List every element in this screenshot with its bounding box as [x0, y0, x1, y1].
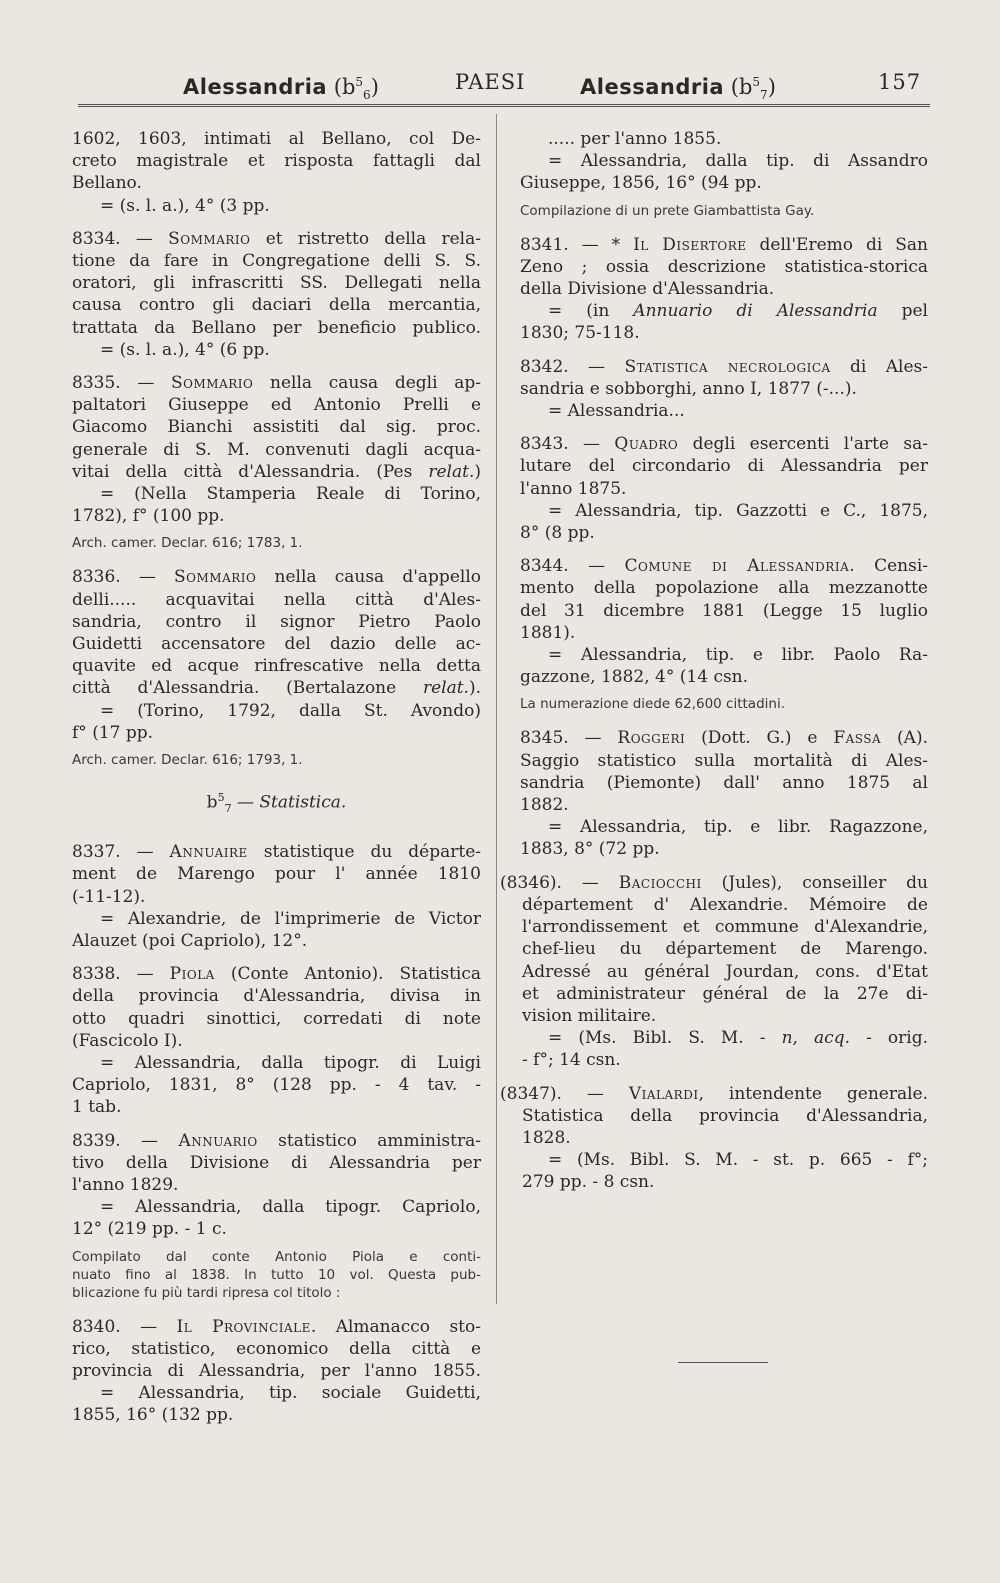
header-left-sub: 6 — [363, 88, 371, 103]
text-line: della provincia d'Alessandria, divisa in — [72, 986, 481, 1007]
entry-number: 8345. — — [520, 728, 618, 749]
text-line: département d' Alexandrie. Mémoire de — [522, 894, 928, 915]
header-right-place: Alessandria — [580, 75, 725, 99]
imprint-line: 279 pp. - 8 csn. — [522, 1172, 655, 1193]
relator-abbrev: relat. — [422, 678, 469, 699]
entry-8335 — [72, 372, 481, 527]
note-line: blicazione fu più tardi ripresa col titolo : — [72, 1284, 341, 1301]
imprint-line: 12° (219 pp. - 1 c. — [72, 1219, 227, 1240]
section-code: b — [206, 792, 218, 813]
entry-number: 8340. — — [72, 1316, 177, 1337]
entry-heading: Annuario — [178, 1130, 258, 1151]
entry-heading-2: Fassa — [833, 728, 882, 749]
section-sub: 7 — [224, 802, 232, 816]
header-center-section: PAESI — [455, 70, 526, 94]
census-note: La numerazione diede 62,600 cittadini. — [520, 696, 785, 713]
text-line: 1602, 1603, intimati al Bellano, col De- — [72, 129, 481, 149]
entry-number: 8343. — — [520, 434, 615, 455]
imprint-line: = Alexandrie, de l'imprimerie de Victor — [100, 908, 481, 929]
imprint-line: 1782), f° (100 pp. — [72, 506, 225, 527]
relator-abbrev: relat. — [428, 461, 475, 482]
header-left-place: Alessandria — [183, 75, 328, 99]
entry-8346 — [500, 872, 928, 1072]
entry-8344-note — [520, 695, 928, 713]
text-line: nella causa d'appello — [256, 567, 481, 588]
text-line: Saggio statistico sulla mortalità di Ales- — [520, 750, 928, 771]
entry-heading: Il Provinciale — [176, 1316, 311, 1337]
entry-heading: Sommario — [168, 228, 251, 249]
entry-8345 — [520, 727, 928, 860]
text-line: rico, statistico, economico della città e — [72, 1338, 481, 1359]
closing-rule — [678, 1362, 768, 1363]
imprint-line: = Alessandria, dalla tip. di Assandro — [548, 151, 928, 172]
text-line: sandria, contro il signor Pietro Paolo — [72, 611, 481, 632]
entry-heading: Sommario — [171, 373, 254, 394]
text-line: (Conte Antonio). Statistica — [214, 964, 482, 985]
text-line: (Jules), conseiller du — [701, 872, 928, 893]
text-line: creto magistrale et risposta fattagli dal — [72, 151, 481, 172]
text-line: vision militaire. — [522, 1005, 657, 1026]
text-line: paltatori Giuseppe ed Antonio Prelli e — [72, 395, 481, 416]
text-line: Statistica della provincia d'Alessandria, — [522, 1105, 928, 1126]
entry-8335-note — [72, 534, 481, 552]
imprint-line: = (Torino, 1792, dalla St. Avondo) — [100, 700, 481, 721]
text-line: vitai della città d'Alessandria. (Pes — [72, 461, 429, 482]
text-line: statistico amministra- — [257, 1130, 481, 1151]
imprint-line: = Alessandria, dalla tipogr. Capriolo, — [100, 1197, 481, 1218]
entry-heading: Statistica necrologica — [624, 356, 831, 377]
entry-number: (8346). — — [500, 872, 619, 893]
section-title: Statistica. — [259, 792, 347, 813]
imprint-line: Giuseppe, 1856, 16° (94 pp. — [520, 173, 762, 194]
imprint-line: 1855, 16° (132 pp. — [72, 1405, 234, 1426]
text-line: della Divisione d'Alessandria. — [520, 279, 775, 300]
imprint-line: gazzone, 1882, 4° (14 csn. — [520, 667, 749, 688]
text-line: 1828. — [522, 1127, 571, 1148]
imprint-text: pel — [877, 301, 928, 322]
text-line: Guidetti accensatore del dazio delle ac- — [72, 634, 481, 655]
imprint-line: = Alessandria, tip. e libr. Ragazzone, — [548, 817, 928, 838]
text-line: degli esercenti l'arte sa- — [678, 434, 928, 455]
entry-8340 — [72, 1316, 481, 1427]
entry-8336 — [72, 566, 481, 744]
entry-number: (8347). — — [500, 1083, 629, 1104]
entry-heading: Annuaire — [169, 842, 248, 863]
entry-heading: Piola — [169, 964, 215, 985]
column-divider — [496, 114, 497, 1304]
text-line: quavite ed acque rinfrescative nella detta — [72, 656, 481, 677]
text-punct: ) — [474, 461, 481, 482]
text-line: . Almanacco sto- — [310, 1316, 481, 1337]
entry-number: 8337. — — [72, 842, 170, 863]
imprint-line: = Alessandria, tip. sociale Guidetti, — [100, 1383, 481, 1404]
text-line: 1881). — [520, 622, 576, 643]
note-line: nuato fino al 1838. In tutto 10 vol. Questa pub- — [72, 1266, 481, 1283]
text-line: lutare del circondario di Alessandria per — [520, 456, 928, 477]
text-line: causa contro gli daciari della mercantia, — [72, 295, 481, 316]
imprint-line: = Alessandria... — [548, 401, 685, 422]
entry-8333-continued — [72, 128, 481, 217]
entry-8344 — [520, 555, 928, 688]
text-line: ..... per l'anno 1855. — [548, 129, 722, 149]
text-line: 1882. — [520, 795, 569, 816]
text-line: sandria (Piemonte) dall' anno 1875 al — [520, 772, 928, 793]
imprint-text: = (in — [548, 301, 634, 322]
entry-heading: Roggeri — [617, 728, 686, 749]
imprint-text: , — [792, 1028, 815, 1049]
text-line: l'arrondissement et commune d'Alexandrie, — [522, 917, 928, 938]
text-line: di Ales- — [830, 356, 928, 377]
text-line: l'anno 1875. — [520, 478, 627, 499]
left-column — [72, 128, 481, 1438]
entry-8343 — [520, 433, 928, 544]
entry-number: 8335. — — [72, 373, 172, 394]
text-punct: ). — [468, 678, 481, 699]
imprint-line: Capriolo, 1831, 8° (128 pp. - 4 tav. - — [72, 1075, 481, 1096]
text-line: mento della popolazione alla mezzanotte — [520, 578, 928, 599]
header-right-close: ) — [767, 75, 776, 99]
text-line: provincia di Alessandria, per l'anno 1855. — [72, 1360, 481, 1381]
imprint-text: - orig. — [850, 1028, 929, 1049]
page-number: 157 — [878, 70, 922, 94]
section-heading — [72, 791, 481, 815]
text-line: statistique du départe- — [247, 842, 481, 863]
running-header — [0, 66, 1000, 106]
entry-number: 8344. — — [520, 556, 625, 577]
imprint-line: = Alessandria, dalla tipogr. di Luigi — [100, 1052, 481, 1073]
text-line: oratori, gli infrascritti SS. Dellegati nella — [72, 273, 481, 294]
entry-8339 — [72, 1130, 481, 1241]
text-line: generale di S. M. convenuti dagli acqua- — [72, 439, 481, 460]
text-line: città d'Alessandria. (Bertalazone — [72, 678, 423, 699]
entry-heading: Comune di Alessandria — [624, 556, 850, 577]
entry-8334 — [72, 228, 481, 361]
entry-8347 — [500, 1083, 928, 1194]
header-right-sup: 5 — [752, 75, 761, 89]
imprint-text: = (Ms. Bibl. S. M. - — [548, 1028, 782, 1049]
entry-8341 — [520, 234, 928, 345]
section-sup: 5 — [217, 791, 225, 805]
text-line: nella causa degli ap- — [253, 373, 481, 394]
entry-heading: Vialardi — [628, 1083, 699, 1104]
imprint-line: = (s. l. a.), 4° (6 pp. — [100, 339, 270, 360]
entry-8337 — [72, 841, 481, 952]
text-line: otto quadri sinottici, corredati di note — [72, 1008, 481, 1029]
entry-number: 8336. — — [72, 567, 175, 588]
imprint-line: Alauzet (poi Capriolo), 12°. — [72, 930, 308, 951]
text-line: et administrateur général de la 27e di- — [522, 983, 928, 1004]
text-line: Zeno ; ossia descrizione statistica-storica — [520, 256, 928, 277]
section-dash: — — [231, 792, 260, 813]
text-line: dell'Eremo di San — [746, 234, 928, 255]
right-column — [500, 128, 929, 1205]
text-line: del 31 dicembre 1881 (Legge 15 luglio — [520, 600, 928, 621]
imprint-title: Annuario di Alessandria — [633, 301, 878, 322]
entry-8339-note — [72, 1248, 481, 1302]
imprint-line: f° (17 pp. — [72, 722, 154, 743]
imprint-line: = (Ms. Bibl. S. M. - st. p. 665 - f°; — [548, 1150, 928, 1171]
entry-number: 8339. — — [72, 1130, 179, 1151]
imprint-line: = Alessandria, tip. Gazzotti e C., 1875, — [548, 500, 928, 521]
entry-heading: Il Disertore — [633, 234, 747, 255]
imprint-line: = Alessandria, tip. e libr. Paolo Ra- — [548, 645, 928, 666]
text-line: , intendente generale. — [698, 1083, 928, 1104]
header-left-close: ) — [370, 75, 379, 99]
text-fragment: (Dott. G.) e — [685, 728, 834, 749]
text-line: . Censi- — [849, 556, 929, 577]
text-line: et ristretto della rela- — [250, 228, 482, 249]
imprint-line: 1 tab. — [72, 1097, 122, 1118]
header-double-rule — [78, 104, 930, 107]
entry-number: 8334. — — [72, 228, 169, 249]
text-line: Giacomo Bianchi assistiti dal sig. proc. — [72, 417, 481, 438]
text-line: delli..... acquavitai nella città d'Ales- — [72, 589, 481, 610]
archive-note: Arch. camer. Declar. 616; 1783, 1. — [72, 535, 303, 552]
entry-8342 — [520, 356, 928, 423]
text-line: Adressé au général Jourdan, cons. d'Etat — [522, 961, 928, 982]
text-line: chef-lieu du département de Marengo. — [522, 939, 928, 960]
imprint-line: = (s. l. a.), 4° (3 pp. — [100, 195, 270, 216]
text-line: tione da fare in Congregatione delli S. S. — [72, 251, 481, 272]
text-line: tivo della Divisione di Alessandria per — [72, 1152, 481, 1173]
entry-number: 8341. — * — [520, 234, 634, 255]
entry-8336-note — [72, 751, 481, 769]
entry-8338 — [72, 963, 481, 1118]
imprint-italic: acq. — [814, 1028, 850, 1049]
text-line: sandria e sobborghi, anno I, 1877 (-...). — [520, 378, 857, 399]
archive-note: Arch. camer. Declar. 616; 1793, 1. — [72, 752, 303, 769]
entry-number: 8338. — — [72, 964, 170, 985]
entry-8340-note — [520, 202, 928, 220]
text-line: (Fascicolo I). — [72, 1030, 183, 1051]
imprint-line: 1883, 8° (72 pp. — [520, 839, 660, 860]
text-line: Bellano. — [72, 173, 142, 194]
text-line: l'anno 1829. — [72, 1174, 179, 1195]
text-line: trattata da Bellano per beneficio publico. — [72, 317, 481, 338]
compilation-note: Compilazione di un prete Giambattista Gay. — [520, 202, 815, 219]
text-line: ment de Marengo pour l' année 1810 — [72, 864, 481, 885]
imprint-italic: n — [781, 1028, 793, 1049]
header-right-code: (b — [730, 75, 753, 99]
entry-heading: Baciocchi — [618, 872, 702, 893]
imprint-line: = (Nella Stamperia Reale di Torino, — [100, 484, 481, 505]
text-line: (A). — [881, 728, 928, 749]
text-line: (-11-12). — [72, 886, 146, 907]
entry-8340-continued — [520, 128, 928, 195]
header-right-sub: 7 — [760, 88, 768, 103]
entry-number: 8342. — — [520, 356, 625, 377]
note-line: Compilato dal conte Antonio Piola e conti- — [72, 1248, 481, 1265]
imprint-line: 8° (8 pp. — [520, 523, 595, 544]
header-left-code: (b — [333, 75, 356, 99]
imprint-line: - f°; 14 csn. — [522, 1050, 621, 1071]
entry-heading: Sommario — [174, 567, 257, 588]
entry-heading: Quadro — [614, 434, 679, 455]
header-left-sup: 5 — [355, 75, 364, 89]
imprint-line: 1830; 75-118. — [520, 323, 640, 344]
